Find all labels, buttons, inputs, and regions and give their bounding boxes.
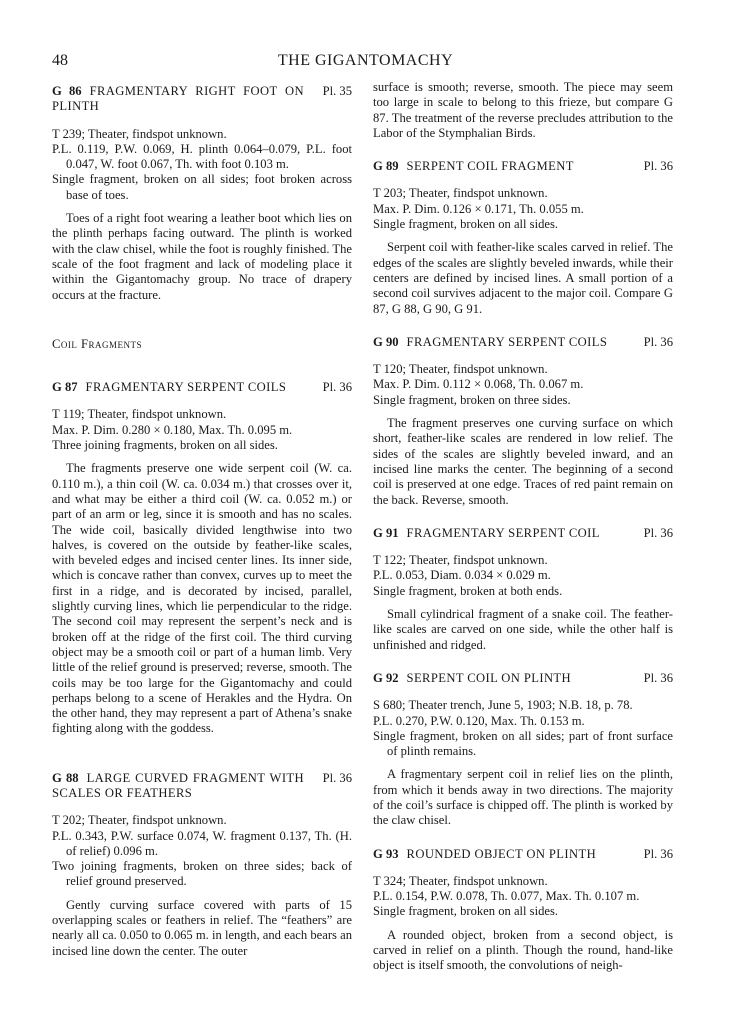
catalog-entry-g92	[373, 671, 673, 829]
dimensions-line: Max. P. Dim. 0.112 × 0.068, Th. 0.067 m.	[373, 377, 584, 392]
entry-heading	[373, 671, 673, 686]
entry-heading	[373, 847, 673, 862]
catalog-data	[52, 813, 352, 889]
entry-number: G 91	[373, 525, 399, 540]
catalog-entry-g88	[52, 771, 352, 959]
running-header	[52, 52, 679, 74]
entry-number: G 87	[52, 380, 78, 395]
entry-title: FRAGMENTARY RIGHT FOOT ON PLINTH	[52, 84, 304, 114]
catalog-entry-g87	[52, 380, 352, 737]
entry-title: SERPENT COIL ON PLINTH	[406, 670, 572, 685]
entry-number: G 89	[373, 159, 399, 174]
entry-title: ROUNDED OBJECT ON PLINTH	[406, 846, 597, 861]
entry-title: FRAGMENTARY SERPENT COILS	[406, 334, 608, 349]
entry-heading	[52, 771, 352, 802]
description: Small cylindrical fragment of a snake coil. The feather-like scales are carved on one side, while the other half is unfinished and ridged.	[373, 607, 673, 652]
left-column	[52, 84, 352, 959]
condition-line: Single fragment, broken on three sides.	[373, 392, 571, 407]
dimensions-line: P.L. 0.343, P.W. surface 0.074, W. fragment 0.137, Th. (H. of relief) 0.096 m.	[52, 828, 352, 858]
entry-heading	[373, 335, 673, 350]
dimensions-line: Max. P. Dim. 0.126 × 0.171, Th. 0.055 m.	[373, 201, 584, 216]
catalog-data	[373, 186, 673, 232]
plate-reference: Pl. 35	[322, 84, 352, 98]
catalog-entry-g93	[373, 847, 673, 974]
catalog-data	[52, 127, 352, 203]
description: Gently curving surface covered with parts of 15 overlapping scales or feathers in relief. The “feathers” are nearly all ca. 0.050 to 0.065 m. in length, and each bears an incised line down the center. The outer	[52, 897, 352, 958]
condition-line: Single fragment, broken on all sides.	[373, 904, 559, 919]
description-continued: surface is smooth; reverse, smooth. The piece may seem too large in scale to belong to this frieze, but compare G 87. The treatment of the reverse precludes attribution to the Labor of the Stymphalian Birds.	[373, 80, 673, 140]
inventory-line: T 120; Theater, findspot unknown.	[373, 362, 548, 377]
inventory-line: T 202; Theater, findspot unknown.	[52, 813, 227, 828]
plate-reference: Pl. 36	[643, 525, 673, 540]
plate-reference: Pl. 36	[643, 846, 673, 861]
entry-title: LARGE CURVED FRAGMENT WITH SCALES OR FEATHERS	[52, 770, 304, 800]
catalog-entry-g86	[52, 84, 352, 303]
entry-heading	[373, 159, 673, 174]
condition-line: Single fragment, broken at both ends.	[373, 583, 563, 598]
page-number: 48	[52, 52, 68, 69]
inventory-line: T 239; Theater, findspot unknown.	[52, 126, 227, 141]
entry-number: G 90	[373, 334, 399, 349]
entry-title: FRAGMENTARY SERPENT COILS	[85, 380, 287, 395]
entry-number: G 92	[373, 670, 399, 685]
running-title: THE GIGANTOMACHY	[277, 52, 454, 69]
entry-heading	[52, 84, 352, 115]
catalog-data	[373, 553, 673, 599]
catalog-entry-g91	[373, 526, 673, 653]
dimensions-line: P.L. 0.154, P.W. 0.078, Th. 0.077, Max. Th. 0.107 m.	[373, 889, 640, 904]
catalog-entry-g90	[373, 335, 673, 508]
catalog-data	[373, 362, 673, 408]
entry-number: G 93	[373, 846, 399, 861]
description: Toes of a right foot wearing a leather boot which lies on the plinth perhaps facing outward. The plinth is worked with the claw chisel, while the foot is roughly finished. The scale of the foot fragment and lack of modeling place it within the Gigantomachy group. No trace of drapery occurs at the fracture.	[52, 211, 352, 302]
plate-reference: Pl. 36	[643, 159, 673, 174]
description: A fragmentary serpent coil in relief lies on the plinth, from which it bends away in two directions. The majority of the coil’s surface is chipped off. The plinth is worked by the claw chisel.	[373, 767, 673, 828]
description: A rounded object, broken from a second object, is carved in relief on a plinth. Though the round, hand-like object is itself smooth, the convolutions of neigh-	[373, 927, 673, 973]
plate-reference: Pl. 36	[322, 380, 352, 395]
right-column	[373, 80, 673, 974]
inventory-line: T 203; Theater, findspot unknown.	[373, 186, 548, 201]
entry-number: G 86	[52, 84, 82, 98]
description: The fragment preserves one curving surface on which short, feather-like scales are rendered in low relief. The sides of the scales are slightly beveled inward, and an incised line marks the center. The beginning of a second coil is preserved at one edge. Traces of red paint remain on the back. Reverse, smooth.	[373, 416, 673, 507]
condition-line: Single fragment, broken on all sides.	[373, 217, 559, 232]
condition-line: Single fragment, broken on all sides; foot broken across base of toes.	[52, 172, 352, 202]
catalog-data	[52, 407, 352, 453]
description: Serpent coil with feather-like scales carved in relief. The edges of the scales are slightly beveled inwards, while their centers are defined by incised lines. A small portion of a second coil survives adjacent to the major coil. Compare G 87, G 88, G 90, G 91.	[373, 240, 673, 316]
inventory-line: T 324; Theater, findspot unknown.	[373, 873, 548, 888]
inventory-line: T 122; Theater, findspot unknown.	[373, 553, 548, 568]
entry-heading	[373, 526, 673, 541]
catalog-data	[373, 874, 673, 920]
condition-line: Two joining fragments, broken on three sides; back of relief ground preserved.	[52, 859, 352, 889]
inventory-line: T 119; Theater, findspot unknown.	[52, 407, 227, 422]
description: The fragments preserve one wide serpent coil (W. ca. 0.110 m.), a thin coil (W. ca. 0.034 m.) that crosses over it, and what may be either a third coil (W. ca. 0.052 m.) or part of an arm or leg, since it is smooth and has no scales. The wide coil, basically divided lengthwise into two halves, is covered on the outside by feather-like scales, with beveled edges and incised center lines. Its inner side, which is concave rather than convex, curves up to meet the first in a ridge, and is decorated by incised, parallel, slightly curving lines, which lie perpendicular to the ridge. The second coil may represent the serpent’s neck and is broken off at the ridge of the first coil. The third curving object may be a smooth coil or part of a human limb. Very little of the relief ground is preserved; reverse, smooth. The coils may be too large for the Gigantomachy and could perhaps belong to a scene of Herakles and the Hydra. On the other hand, they may represent a part of Athena’s snake fighting along with the goddess.	[52, 461, 352, 736]
entry-number: G 88	[52, 770, 79, 785]
catalog-data	[373, 698, 673, 759]
dimensions-line: P.L. 0.270, P.W. 0.120, Max. Th. 0.153 m.	[373, 713, 585, 728]
condition-line: Three joining fragments, broken on all sides.	[52, 438, 278, 453]
dimensions-line: Max. P. Dim. 0.280 × 0.180, Max. Th. 0.095 m.	[52, 422, 293, 437]
plate-reference: Pl. 36	[322, 770, 352, 785]
entry-heading	[52, 380, 352, 395]
entry-title: FRAGMENTARY SERPENT COIL	[406, 525, 600, 540]
plate-reference: Pl. 36	[643, 670, 673, 685]
plate-reference: Pl. 36	[643, 334, 673, 349]
entry-title: SERPENT COIL FRAGMENT	[406, 159, 574, 174]
dimensions-line: P.L. 0.119, P.W. 0.069, H. plinth 0.064–0.079, P.L. foot 0.047, W. foot 0.067, Th. with foot 0.103 m.	[52, 141, 352, 172]
section-title: Coil Fragments	[52, 336, 143, 351]
catalog-entry-g89	[373, 159, 673, 317]
inventory-line: S 680; Theater trench, June 5, 1903; N.B. 18, p. 78.	[373, 698, 633, 713]
dimensions-line: P.L. 0.053, Diam. 0.034 × 0.029 m.	[373, 568, 551, 583]
condition-line: Single fragment, broken on all sides; part of front surface of plinth remains.	[373, 728, 673, 759]
